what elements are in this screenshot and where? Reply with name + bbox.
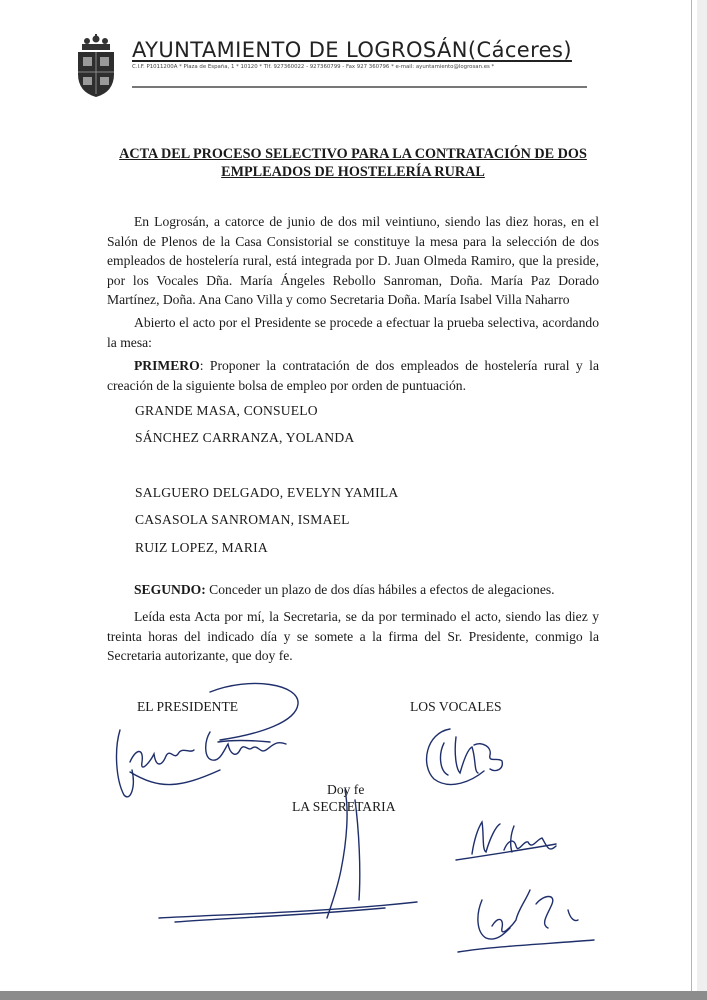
segundo-text: Conceder un plazo de dos días hábiles a efectos de alegaciones. <box>205 582 555 597</box>
candidate-2: SÁNCHEZ CARRANZA, YOLANDA <box>135 430 355 445</box>
document-title <box>70 145 636 181</box>
coat-of-arms-icon <box>74 34 118 98</box>
primero-text: : Proponer la contratación de dos empleados de hostelería rural y la creación de la siguiente bolsa de empleo por orden de puntuación. <box>107 358 599 393</box>
doy-fe-label: Doy fe <box>327 782 365 797</box>
primero-paragraph <box>107 356 599 395</box>
page-edge-line <box>691 0 692 1000</box>
page-edge-shadow <box>697 0 707 1000</box>
vocal-signature-2 <box>452 810 572 880</box>
title-line-1: ACTA DEL PROCESO SELECTIVO PARA LA CONTRATACIÓN DE DOS <box>119 146 587 162</box>
president-label: EL PRESIDENTE <box>137 699 239 714</box>
opening-paragraph: En Logrosán, a catorce de junio de dos mil veintiuno, siendo las diez horas, en el Salón de Plenos de la Casa Consistorial se constituye la mesa para la selección de dos empleados de hostelería rural, está integrada por D. Juan Olmeda Ramiro, que la preside, por los Vocales Dña. María Ángeles Rebollo Sanroman, Doña. María Paz Dorado Martínez, Doña. Ana Cano Villa y como Secretaria Doña. María Isabel Villa Naharro <box>107 214 599 307</box>
scan-bottom-edge <box>0 991 707 1000</box>
secretaria-label: LA SECRETARIA <box>292 799 396 814</box>
municipality-name: AYUNTAMIENTO DE LOGROSÁN(Cáceres) <box>132 38 572 62</box>
header-rule <box>132 86 587 88</box>
candidate-1: GRANDE MASA, CONSUELO <box>135 403 318 418</box>
title-line-2: EMPLEADOS DE HOSTELERÍA RURAL <box>221 164 485 180</box>
candidate-5: RUIZ LOPEZ, MARIA <box>135 540 268 555</box>
vocal-signature-3 <box>456 880 596 960</box>
secretaria-signature <box>155 790 425 930</box>
second-paragraph: Abierto el acto por el Presidente se procede a efectuar la prueba selectiva, acordando la mesa: <box>107 315 599 350</box>
primero-label: PRIMERO <box>134 358 200 373</box>
vocal-signature-1 <box>410 715 520 795</box>
segundo-label: SEGUNDO: <box>134 582 206 597</box>
candidate-4: CASASOLA SANROMAN, ISMAEL <box>135 512 350 527</box>
vocales-label: LOS VOCALES <box>410 699 502 714</box>
closing-paragraph: Leída esta Acta por mí, la Secretaria, se da por terminado el acto, siendo las diez y treinta horas del indicado día y se somete a la firma del Sr. Presidente, conmigo la Secretaria autorizante, que doy fe. <box>107 609 599 663</box>
candidate-3: SALGUERO DELGADO, EVELYN YAMILA <box>135 485 399 500</box>
municipality-contact: C.I.F. P1011200A * Plaza de España, 1 * 10120 * Tlf. 927360022 - 927360799 - Fax 927 360796 * e-mail: ayuntamiento@logrosan.es * <box>132 64 495 70</box>
segundo-paragraph <box>107 580 599 600</box>
